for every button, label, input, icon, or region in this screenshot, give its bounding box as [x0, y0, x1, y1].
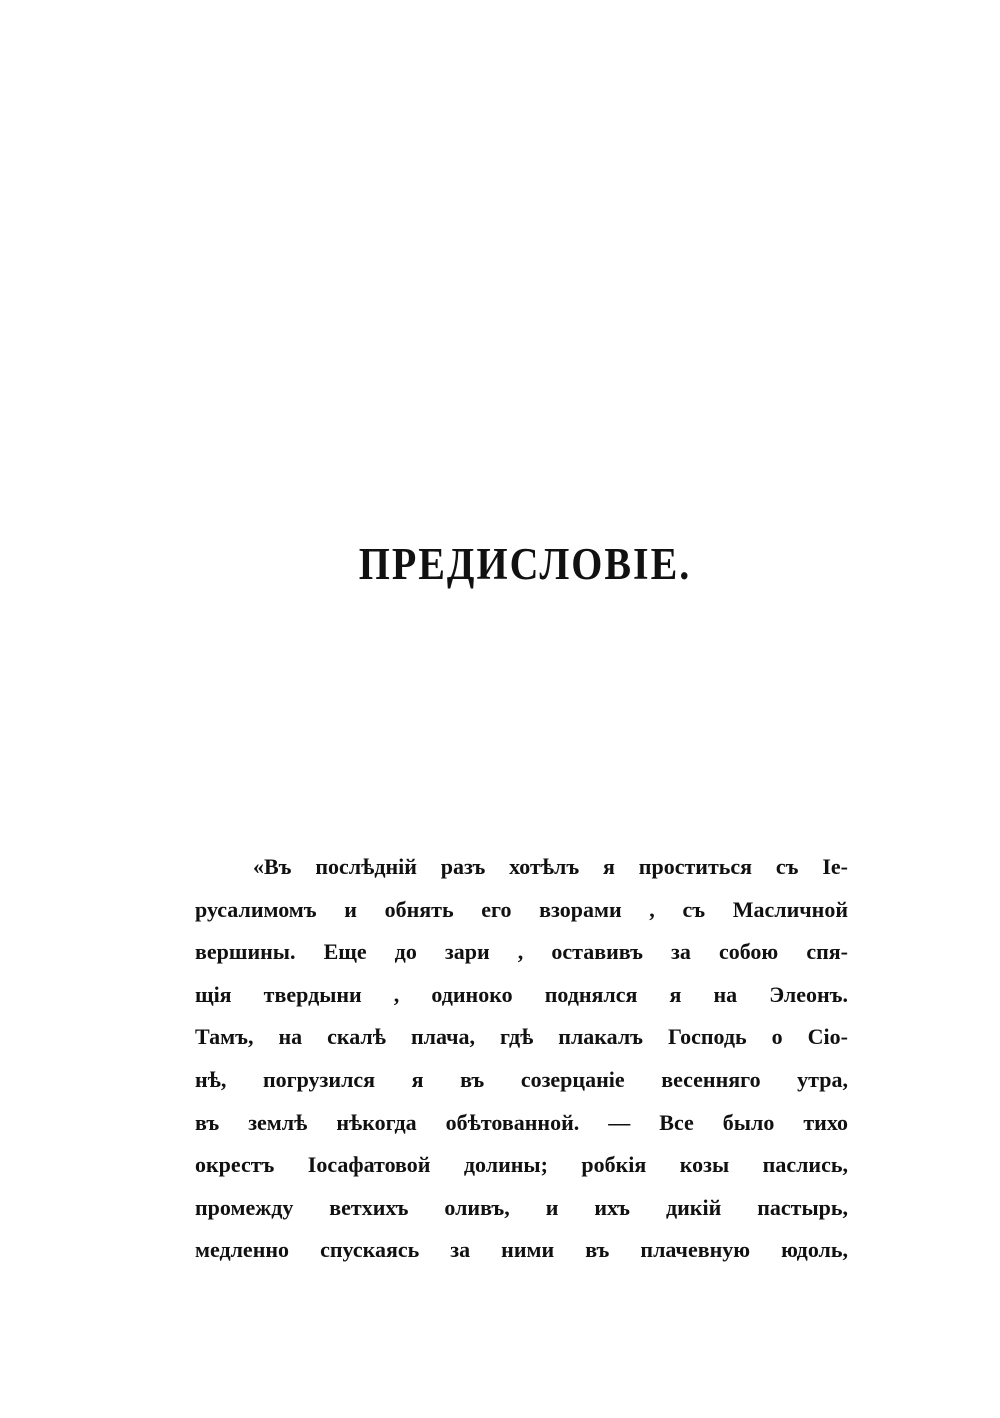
text-line: Тамъ, на скалѣ плача, гдѣ плакалъ Господь о Сіо-: [195, 1024, 848, 1050]
text-line: русалимомъ и обнять его взорами , съ Масличной: [195, 896, 848, 922]
body-paragraph: [195, 846, 848, 1272]
text-line: въ землѣ нѣкогда обѣтованной. — Все было тихо: [195, 1109, 848, 1135]
text-line: промежду ветхихъ оливъ, и ихъ дикій пастырь,: [195, 1194, 848, 1220]
text-line: щія твердыни , одиноко поднялся я на Элеонъ.: [195, 981, 848, 1007]
chapter-title: ПРЕДИСЛОВІЕ.: [358, 537, 692, 590]
text-line: нѣ, погрузился я въ созерцаніе весенняго утра,: [195, 1066, 848, 1092]
text-line: «Въ послѣдній разъ хотѣлъ я проститься съ Іе-: [253, 854, 848, 879]
text-line: окрестъ Іосафатовой долины; робкія козы паслись,: [195, 1152, 848, 1178]
text-line: медленно спускаясь за ними въ плачевную юдоль,: [195, 1237, 848, 1263]
text-line: вершины. Еще до зари , оставивъ за собою спя-: [195, 939, 848, 965]
